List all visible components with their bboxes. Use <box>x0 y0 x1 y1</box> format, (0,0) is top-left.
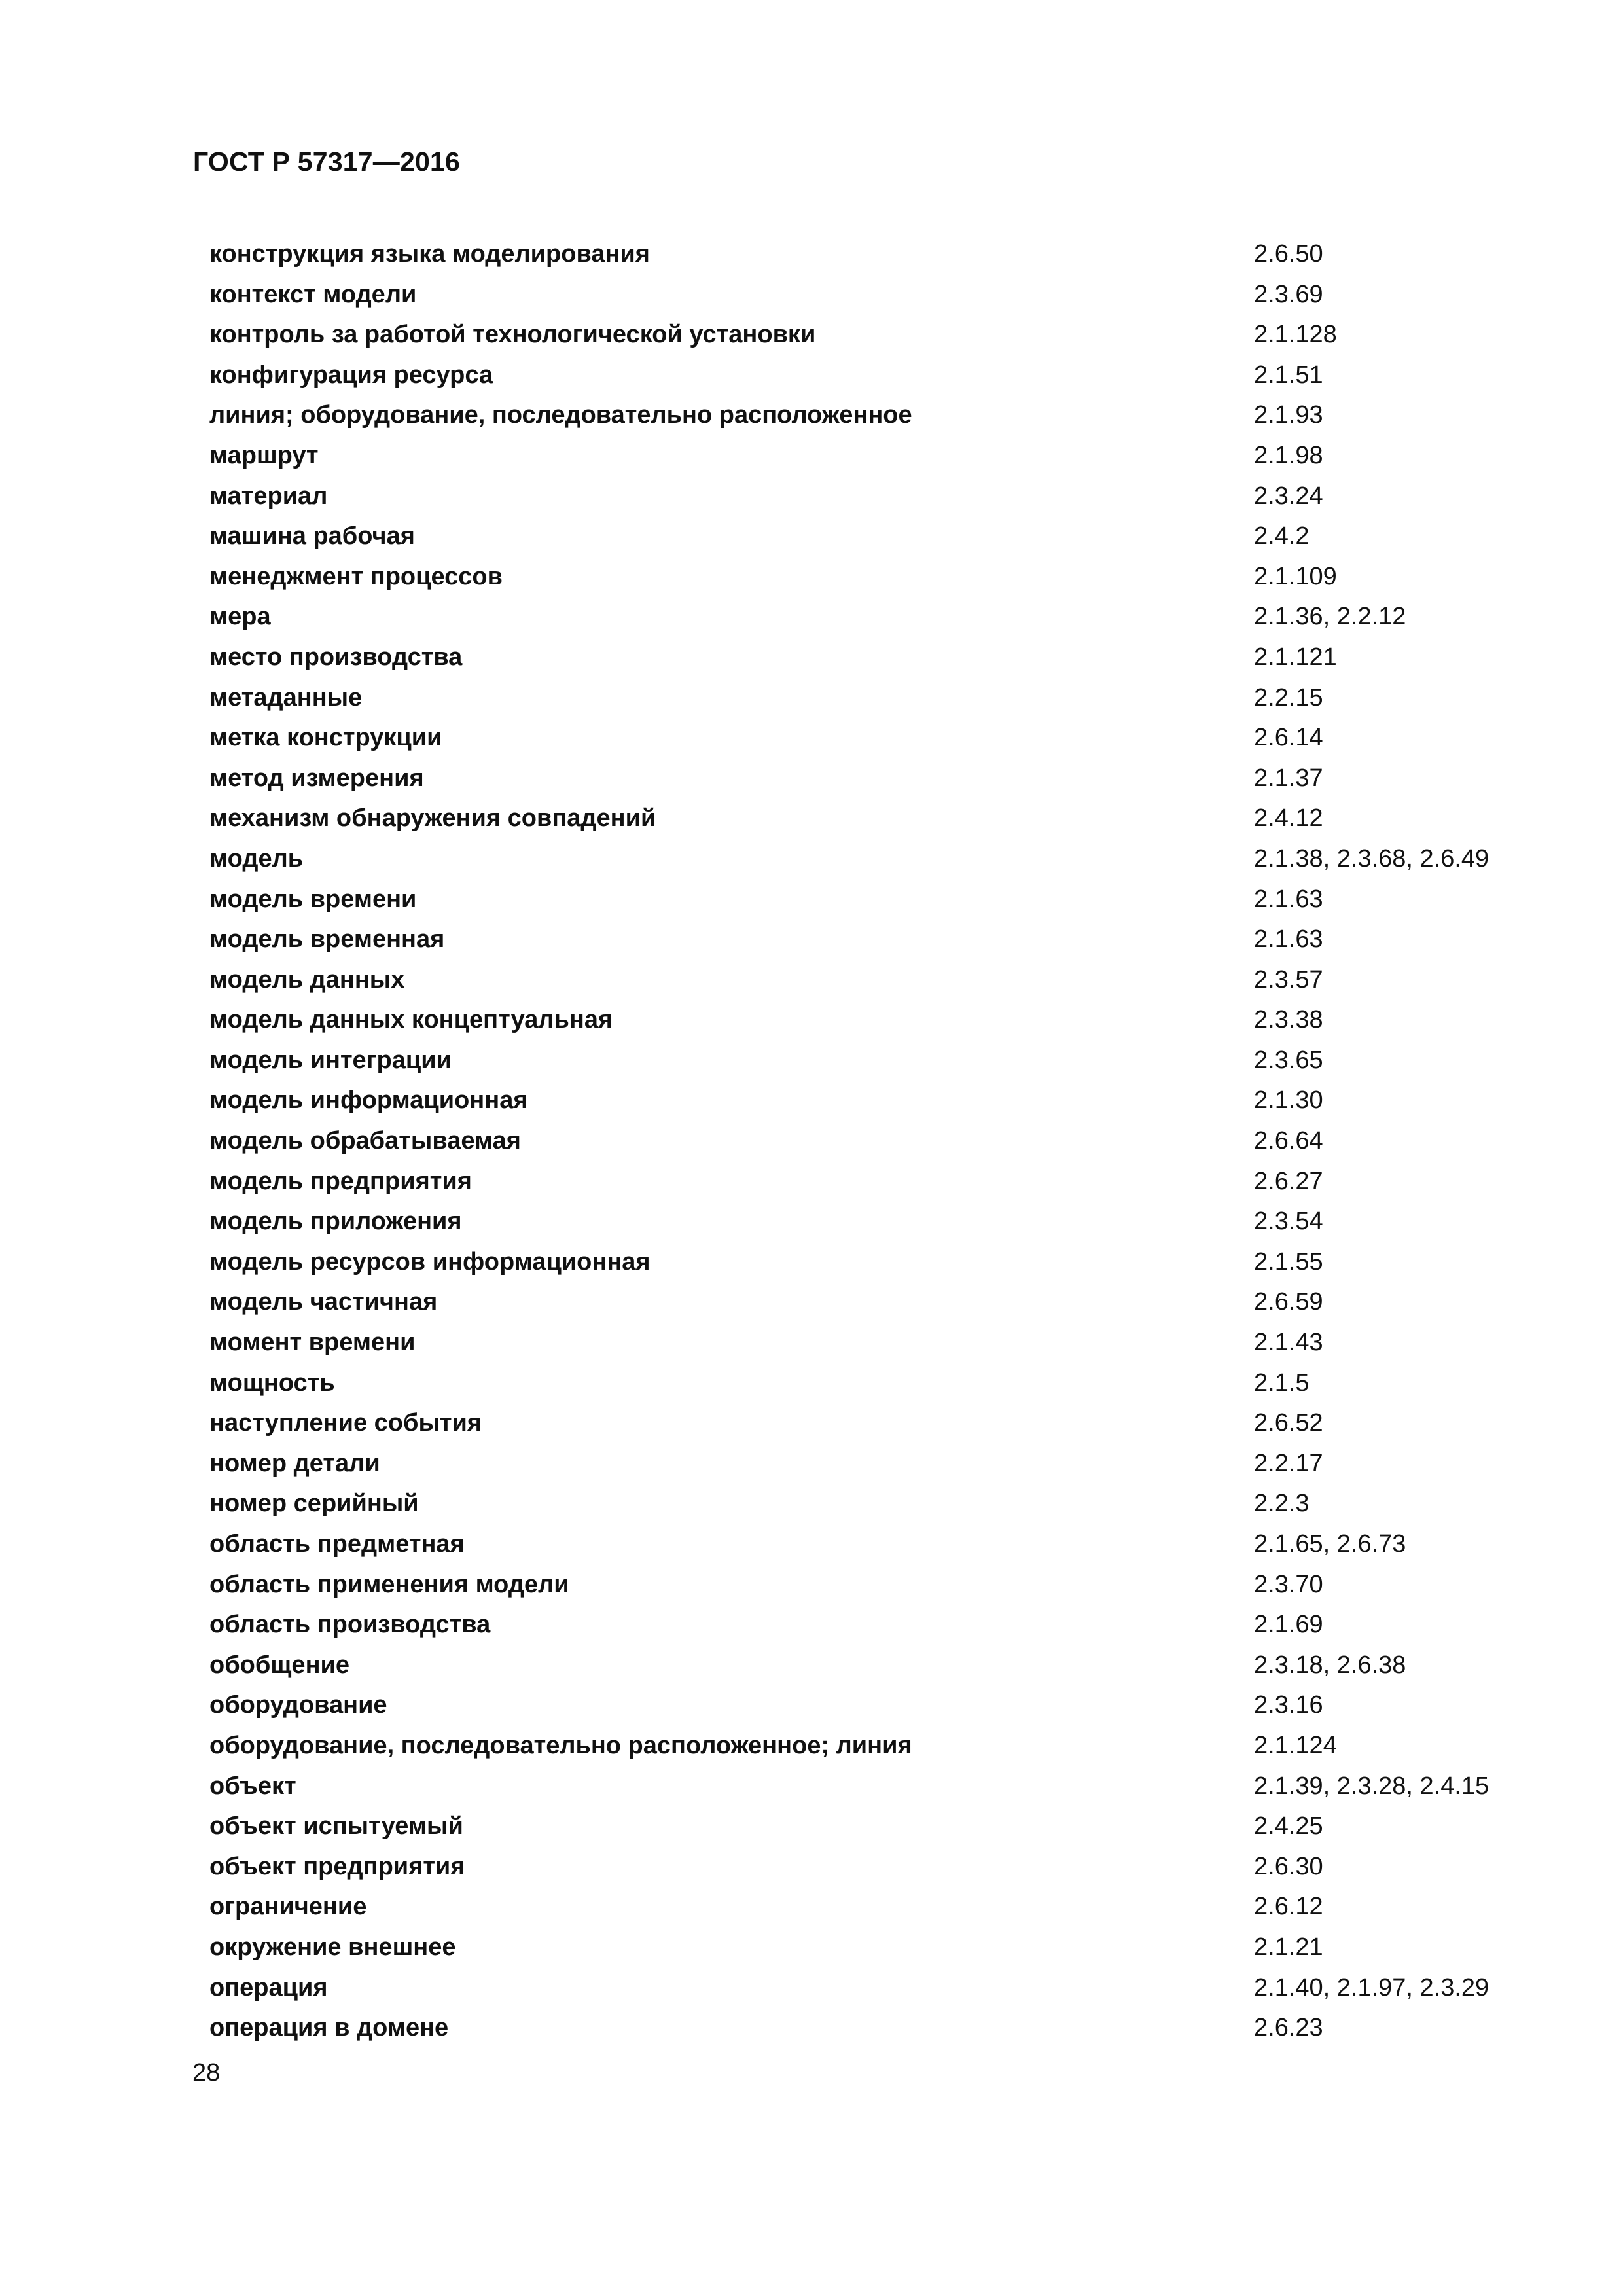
index-reference-numbers: 2.2.15 <box>1254 683 1323 711</box>
index-term: место производства <box>209 643 463 671</box>
index-entry <box>209 1851 1518 1892</box>
index-reference-numbers: 2.1.38, 2.3.68, 2.6.49 <box>1254 844 1489 872</box>
document-header: ГОСТ Р 57317—2016 <box>193 147 460 177</box>
index-reference-numbers: 2.1.63 <box>1254 925 1323 954</box>
index-reference-numbers: 2.1.65, 2.6.73 <box>1254 1530 1406 1558</box>
index-term: объект <box>209 1772 296 1800</box>
index-reference-numbers: 2.1.98 <box>1254 441 1323 469</box>
index-term: линия; оборудование, последовательно расположенное <box>209 401 912 429</box>
index-entry <box>209 1448 1518 1488</box>
index-term: конструкция языка моделирования <box>209 240 650 268</box>
index-reference-numbers: 2.3.65 <box>1254 1046 1323 1074</box>
index-entry <box>209 1286 1518 1327</box>
index-reference-numbers: 2.1.128 <box>1254 321 1337 349</box>
index-entry <box>209 641 1518 682</box>
index-reference-numbers: 2.6.52 <box>1254 1409 1323 1437</box>
index-entry <box>209 238 1518 279</box>
index-entry <box>209 1125 1518 1166</box>
index-entry <box>209 1649 1518 1690</box>
index-entry <box>209 520 1518 561</box>
index-entry <box>209 802 1518 843</box>
index-entry <box>209 722 1518 762</box>
index-term: область применения модели <box>209 1570 569 1598</box>
index-reference-numbers: 2.1.21 <box>1254 1933 1323 1961</box>
index-entry <box>209 924 1518 964</box>
index-entry <box>209 279 1518 319</box>
index-reference-numbers: 2.3.38 <box>1254 1006 1323 1034</box>
index-reference-numbers: 2.1.40, 2.1.97, 2.3.29 <box>1254 1973 1489 2001</box>
index-reference-numbers: 2.6.30 <box>1254 1852 1323 1880</box>
index-reference-numbers: 2.6.23 <box>1254 2014 1323 2042</box>
index-reference-numbers: 2.6.59 <box>1254 1288 1323 1316</box>
index-reference-numbers: 2.1.69 <box>1254 1611 1323 1639</box>
index-term: модель частичная <box>209 1288 438 1316</box>
index-entry <box>209 843 1518 884</box>
index-entry <box>209 884 1518 924</box>
index-term: метка конструкции <box>209 724 442 752</box>
page-number: 28 <box>192 2059 221 2087</box>
index-term: метаданные <box>209 683 363 711</box>
index-term: модель данных <box>209 965 405 994</box>
index-reference-numbers: 2.1.37 <box>1254 764 1323 792</box>
index-reference-numbers: 2.3.54 <box>1254 1208 1323 1236</box>
index-reference-numbers: 2.3.24 <box>1254 482 1323 510</box>
index-entry <box>209 1528 1518 1569</box>
index-reference-numbers: 2.1.124 <box>1254 1731 1337 1759</box>
index-term: модель временная <box>209 925 445 954</box>
index-reference-numbers: 2.1.43 <box>1254 1329 1323 1357</box>
index-entry <box>209 1166 1518 1206</box>
index-entry <box>209 1488 1518 1528</box>
index-term: модель приложения <box>209 1208 462 1236</box>
index-reference-numbers: 2.1.51 <box>1254 361 1323 389</box>
index-reference-numbers: 2.1.63 <box>1254 885 1323 913</box>
index-reference-numbers: 2.6.12 <box>1254 1893 1323 1921</box>
index-term: модель <box>209 844 304 872</box>
index-reference-numbers: 2.1.93 <box>1254 401 1323 429</box>
index-reference-numbers: 2.1.5 <box>1254 1369 1310 1397</box>
index-term: менеджмент процессов <box>209 562 503 590</box>
index-reference-numbers: 2.1.109 <box>1254 562 1337 590</box>
index-term: окружение внешнее <box>209 1933 456 1961</box>
index-entry <box>209 601 1518 641</box>
index-term: обобщение <box>209 1651 350 1679</box>
index-entry <box>209 319 1518 359</box>
index-reference-numbers: 2.4.25 <box>1254 1812 1323 1840</box>
index-reference-numbers: 2.4.12 <box>1254 804 1323 833</box>
index-term: операция в домене <box>209 2014 449 2042</box>
index-term: модель интеграции <box>209 1046 452 1074</box>
index-entry <box>209 1770 1518 1811</box>
index-reference-numbers: 2.6.27 <box>1254 1167 1323 1195</box>
index-entry <box>209 480 1518 521</box>
index-entry <box>209 359 1518 400</box>
index-reference-numbers: 2.1.30 <box>1254 1086 1323 1115</box>
index-entry <box>209 964 1518 1005</box>
index-entry <box>209 1327 1518 1367</box>
index-reference-numbers: 2.1.121 <box>1254 643 1337 671</box>
index-entry <box>209 1045 1518 1085</box>
index-reference-numbers: 2.3.69 <box>1254 280 1323 308</box>
index-entry <box>209 1246 1518 1287</box>
index-reference-numbers: 2.6.50 <box>1254 240 1323 268</box>
index-reference-numbers: 2.3.18, 2.6.38 <box>1254 1651 1406 1679</box>
index-term: мощность <box>209 1369 335 1397</box>
index-reference-numbers: 2.1.55 <box>1254 1247 1323 1276</box>
index-term: машина рабочая <box>209 522 415 550</box>
index-entry <box>209 1407 1518 1448</box>
index-term: область предметная <box>209 1530 465 1558</box>
index-term: механизм обнаружения совпадений <box>209 804 656 833</box>
index-entry <box>209 1931 1518 1972</box>
index-term: модель предприятия <box>209 1167 472 1195</box>
index-entry <box>209 1569 1518 1609</box>
index-reference-numbers: 2.1.39, 2.3.28, 2.4.15 <box>1254 1772 1489 1800</box>
index-reference-numbers: 2.2.17 <box>1254 1449 1323 1477</box>
index-entry <box>209 561 1518 601</box>
index-entry <box>209 682 1518 723</box>
index-entry <box>209 399 1518 440</box>
index-term: модель данных концептуальная <box>209 1006 613 1034</box>
index-term: модель информационная <box>209 1086 528 1115</box>
index-reference-numbers: 2.2.3 <box>1254 1490 1310 1518</box>
index-term: объект предприятия <box>209 1852 465 1880</box>
index-reference-numbers: 2.3.16 <box>1254 1691 1323 1719</box>
index-entry <box>209 1085 1518 1125</box>
index-entry <box>209 1972 1518 2013</box>
index-entry <box>209 440 1518 480</box>
index-reference-numbers: 2.3.70 <box>1254 1570 1323 1598</box>
index-term: наступление события <box>209 1409 482 1437</box>
index-term: область производства <box>209 1611 491 1639</box>
alphabetical-index <box>209 238 1518 2053</box>
index-entry <box>209 2012 1518 2053</box>
index-term: материал <box>209 482 328 510</box>
index-entry <box>209 1810 1518 1851</box>
index-reference-numbers: 2.3.57 <box>1254 965 1323 994</box>
index-term: метод измерения <box>209 764 424 792</box>
index-term: оборудование <box>209 1691 387 1719</box>
index-term: мера <box>209 603 271 631</box>
index-term: оборудование, последовательно расположенное; линия <box>209 1731 912 1759</box>
index-term: контроль за работой технологической установки <box>209 321 816 349</box>
index-entry <box>209 1004 1518 1045</box>
index-term: номер детали <box>209 1449 380 1477</box>
index-term: модель времени <box>209 885 417 913</box>
index-entry <box>209 762 1518 803</box>
index-reference-numbers: 2.4.2 <box>1254 522 1310 550</box>
index-term: операция <box>209 1973 328 2001</box>
index-term: контекст модели <box>209 280 417 308</box>
index-term: момент времени <box>209 1329 416 1357</box>
index-term: номер серийный <box>209 1490 419 1518</box>
index-reference-numbers: 2.6.64 <box>1254 1127 1323 1155</box>
index-reference-numbers: 2.6.14 <box>1254 724 1323 752</box>
index-term: объект испытуемый <box>209 1812 463 1840</box>
index-entry <box>209 1609 1518 1649</box>
index-term: модель ресурсов информационная <box>209 1247 651 1276</box>
index-term: маршрут <box>209 441 319 469</box>
index-reference-numbers: 2.1.36, 2.2.12 <box>1254 603 1406 631</box>
index-entry <box>209 1206 1518 1246</box>
index-term: конфигурация ресурса <box>209 361 493 389</box>
index-term: модель обрабатываемая <box>209 1127 521 1155</box>
index-entry <box>209 1367 1518 1408</box>
index-entry <box>209 1689 1518 1730</box>
index-entry <box>209 1891 1518 1931</box>
index-entry <box>209 1730 1518 1770</box>
index-term: ограничение <box>209 1893 367 1921</box>
